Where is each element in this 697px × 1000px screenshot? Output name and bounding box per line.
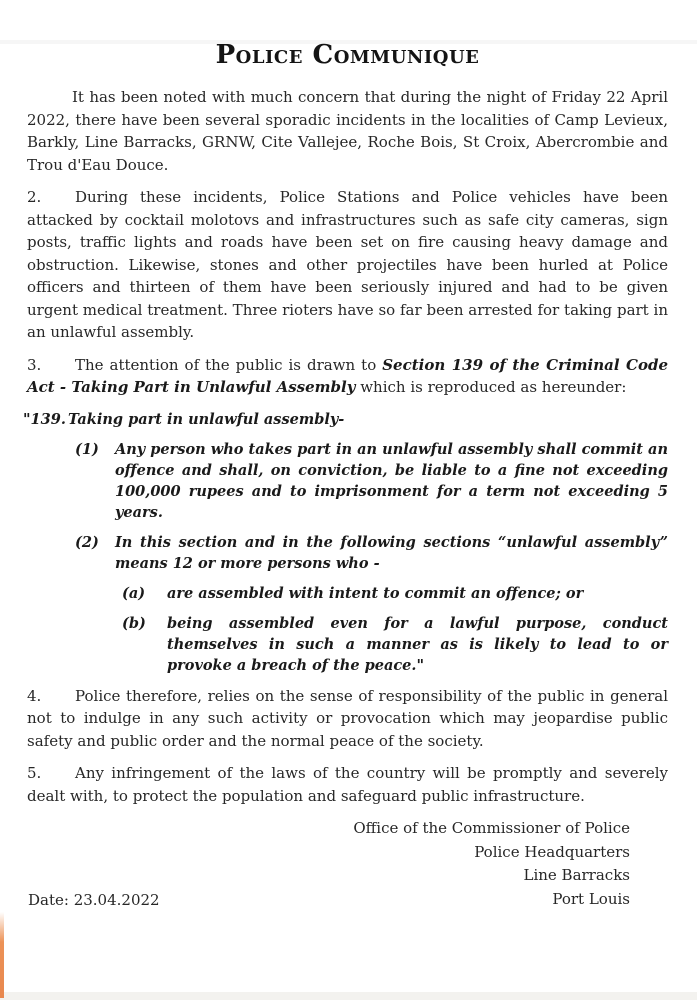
paragraph-5: [27, 762, 668, 807]
paragraph-3-text-after: which is reproduced as hereunder:: [355, 378, 627, 396]
legal-quote-item-1-text: Any person who takes part in an unlawful assembly shall commit an offence and shall, on conviction, be liable to a fine not exceeding 100,000 rupees and to imprisonment for a term not exceeding 5 years.: [115, 440, 668, 521]
signature-line-city: Port Louis: [552, 889, 630, 908]
paragraph-4-text: Police therefore, relies on the sense of responsibility of the public in general not to indulge in any such activity or provocation which may jeopardise public safety and public order and the normal peace of the society.: [27, 686, 668, 750]
legal-quote-subitem-b-marker: (b): [122, 614, 146, 632]
orange-accent-strip: [0, 912, 4, 998]
date-label: Date: 23.04.2022: [28, 891, 160, 909]
scan-edge-bottom: [0, 992, 697, 1000]
legal-quote-item-2-marker: (2): [75, 533, 99, 551]
signature-line-barracks: Line Barracks: [523, 866, 630, 884]
paragraph-2-number: 2.: [27, 188, 42, 206]
document-page: [0, 40, 697, 911]
legal-quote-item-1-marker: (1): [75, 440, 99, 458]
legal-quote-item-2: [27, 532, 668, 574]
signature-line-headquarters: Police Headquarters: [474, 842, 630, 861]
signature-line-office: Office of the Commissioner of Police: [353, 819, 630, 837]
paragraph-3-text-before: The attention of the public is drawn to: [75, 355, 383, 374]
legal-quote-block: [23, 409, 668, 676]
legal-quote-subitem-a-marker: (a): [122, 584, 146, 602]
page-title: Police Communique: [215, 40, 480, 70]
paragraph-3-bold-reference: Section 139 of the Criminal Code Act - Taking Part in Unlawful Assembly: [27, 355, 668, 396]
paragraph-4-number: 4.: [27, 686, 42, 705]
legal-quote-subitem-b-text: being assembled even for a lawful purpose, conduct themselves in such a manner as is likely to lead to or provoke a breach of the peace.": [167, 614, 668, 674]
legal-quote-subitem-b: [27, 613, 668, 676]
legal-quote-heading: [23, 409, 668, 430]
legal-quote-heading-number: "139.: [23, 410, 66, 428]
paragraph-2-text: During these incidents, Police Stations and Police vehicles have been attacked by cocktail molotovs and infrastructures such as safe city cameras, sign posts, traffic lights and roads have been set on fire causing heavy damage and obstruction. Likewise, stones and other projectiles have been hurled at Police officers and thirteen of them have been seriously injured and had to be given urgent medical treatment. Three rioters have so far been arrested for taking part in an unlawful assembly.: [27, 188, 668, 341]
legal-quote-heading-text: Taking part in unlawful assembly-: [68, 410, 345, 428]
paragraph-4: [27, 685, 668, 753]
paragraph-5-text: Any infringement of the laws of the country will be promptly and severely dealt with, to protect the population and safeguard public infrastructure.: [27, 764, 668, 805]
paragraph-5-number: 5.: [27, 764, 42, 782]
document-footer: [27, 817, 668, 911]
paragraph-intro: It has been noted with much concern that during the night of Friday 22 April 2022, there have been several sporadic incidents in the localities of Camp Levieux, Barkly, Line Barracks, GRNW, Cite Vallejee, Roche Bois, St Croix, Abercrombie and Trou d'Eau Douce.: [27, 88, 668, 174]
paragraph-2: [27, 186, 668, 344]
paragraph-3: [27, 354, 668, 399]
legal-quote-item-1: [27, 439, 668, 523]
legal-quote-subitem-a: [27, 583, 668, 604]
paragraph-3-number: 3.: [27, 355, 42, 374]
legal-quote-subitem-a-text: are assembled with intent to commit an offence; or: [167, 584, 584, 602]
legal-quote-item-2-text: In this section and in the following sections “unlawful assembly” means 12 or more persons who -: [115, 533, 668, 572]
